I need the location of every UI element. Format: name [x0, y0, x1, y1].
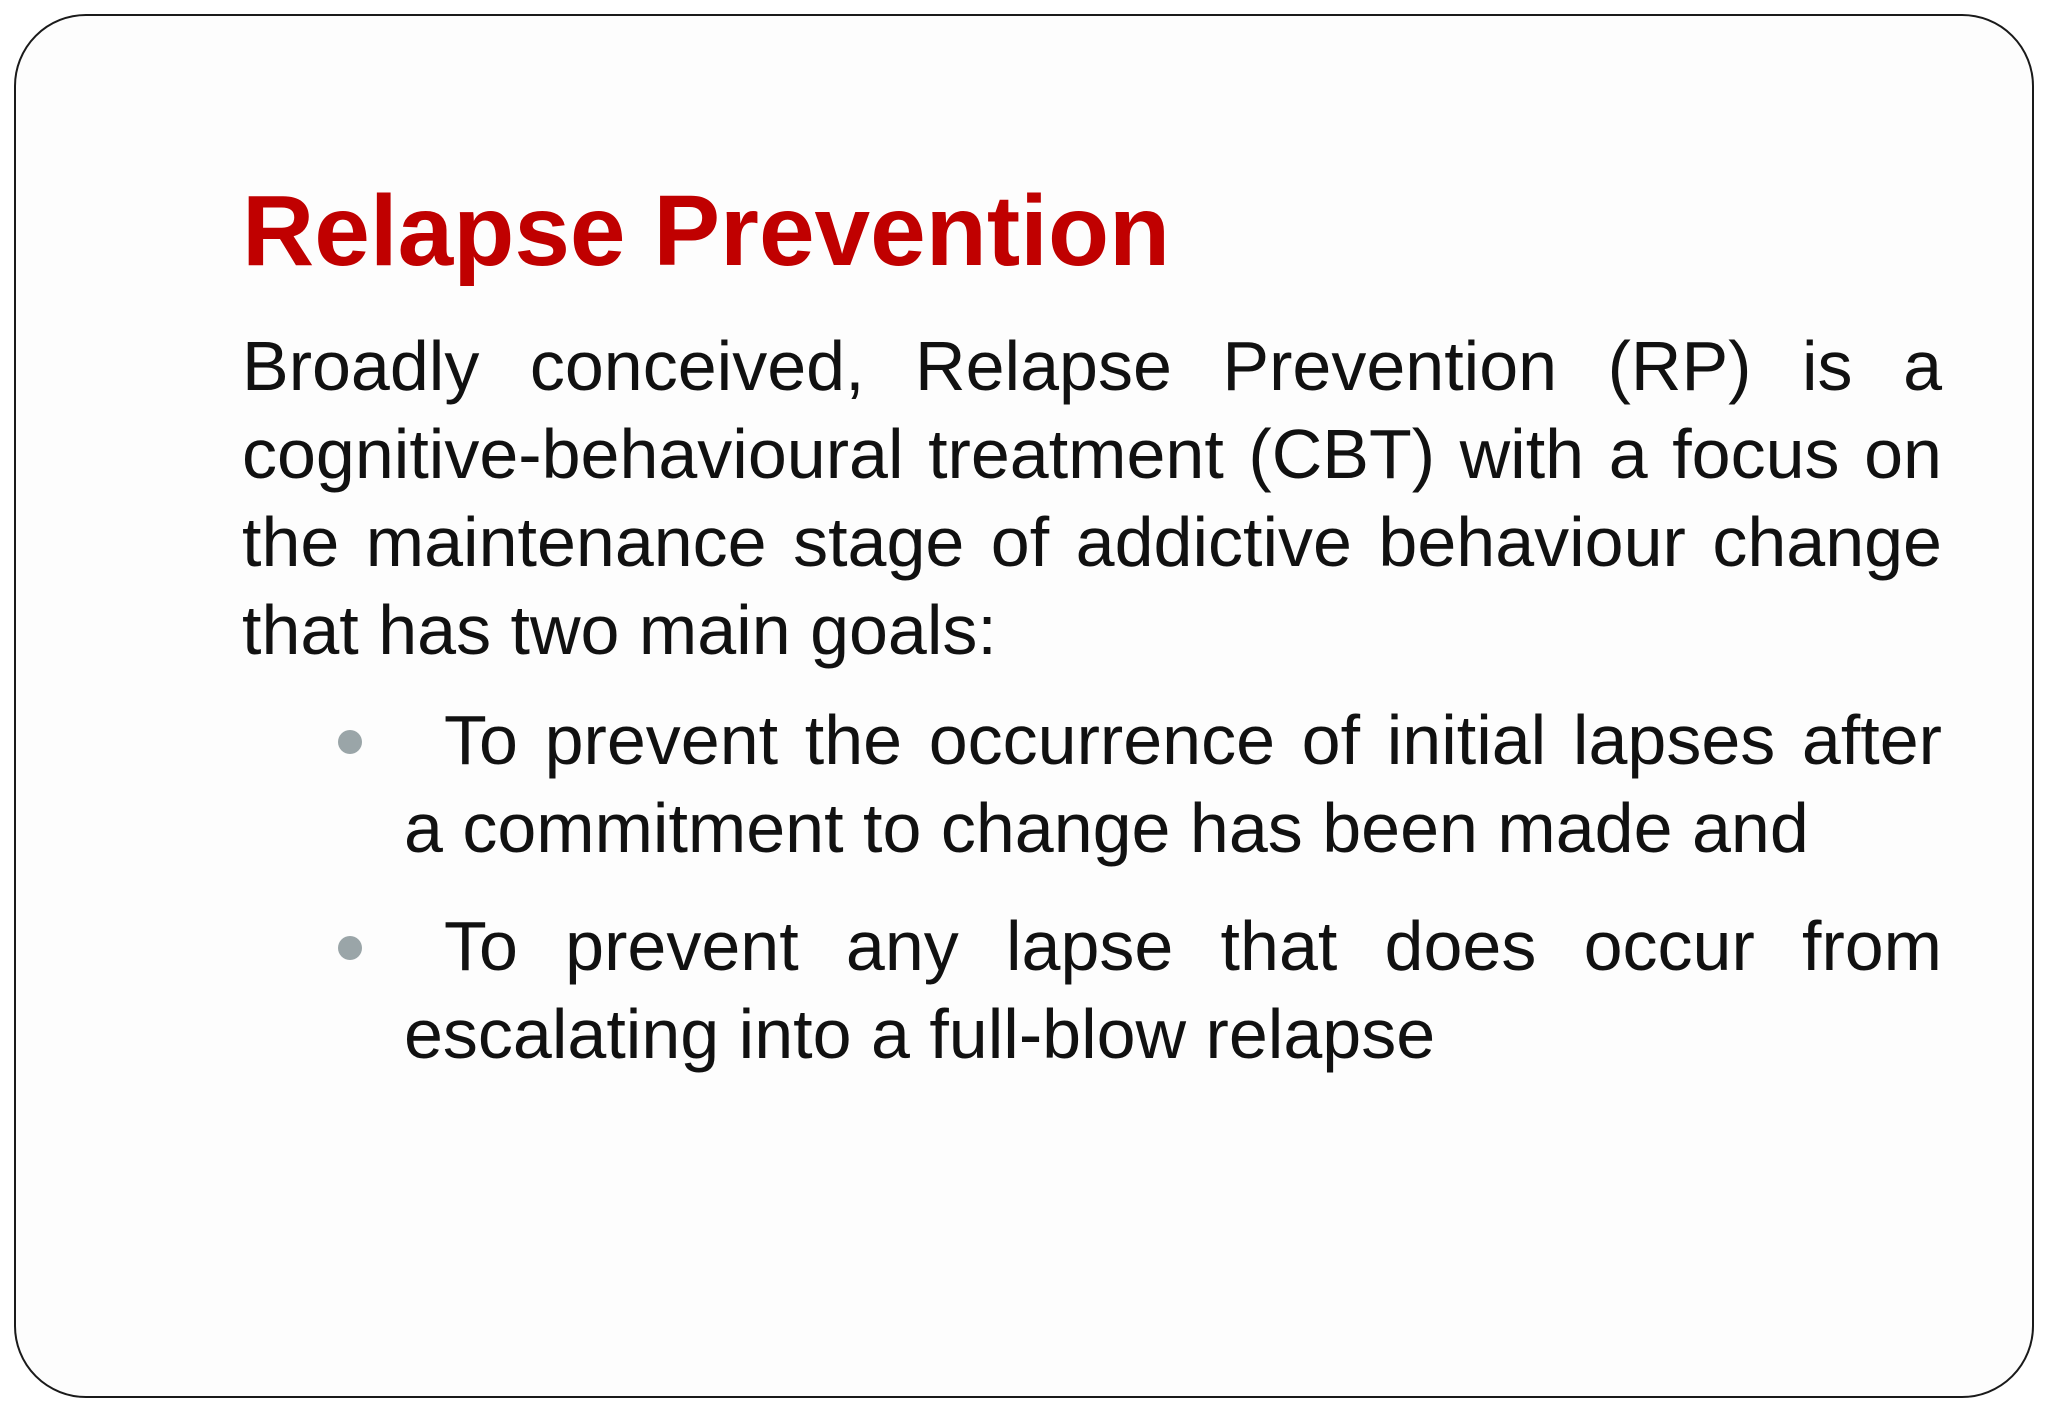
list-item	[242, 696, 1942, 872]
slide-frame	[14, 14, 2034, 1398]
slide-title: Relapse Prevention	[242, 175, 1171, 287]
bullet-icon	[338, 730, 362, 754]
goals-list	[242, 696, 1942, 1078]
slide-body	[242, 322, 1942, 1108]
list-item-text: To prevent the occurrence of initial lapses after a commitment to change has been made and	[404, 701, 1942, 867]
list-item	[242, 902, 1942, 1078]
intro-paragraph: Broadly conceived, Relapse Prevention (RP) is a cognitive-behavioural treatment (CBT) with a focus on the maintenance stage of addictive behaviour change that has two main goals:	[242, 327, 1942, 669]
list-item-text: To prevent any lapse that does occur from escalating into a full-blow relapse	[404, 907, 1942, 1073]
bullet-icon	[338, 936, 362, 960]
